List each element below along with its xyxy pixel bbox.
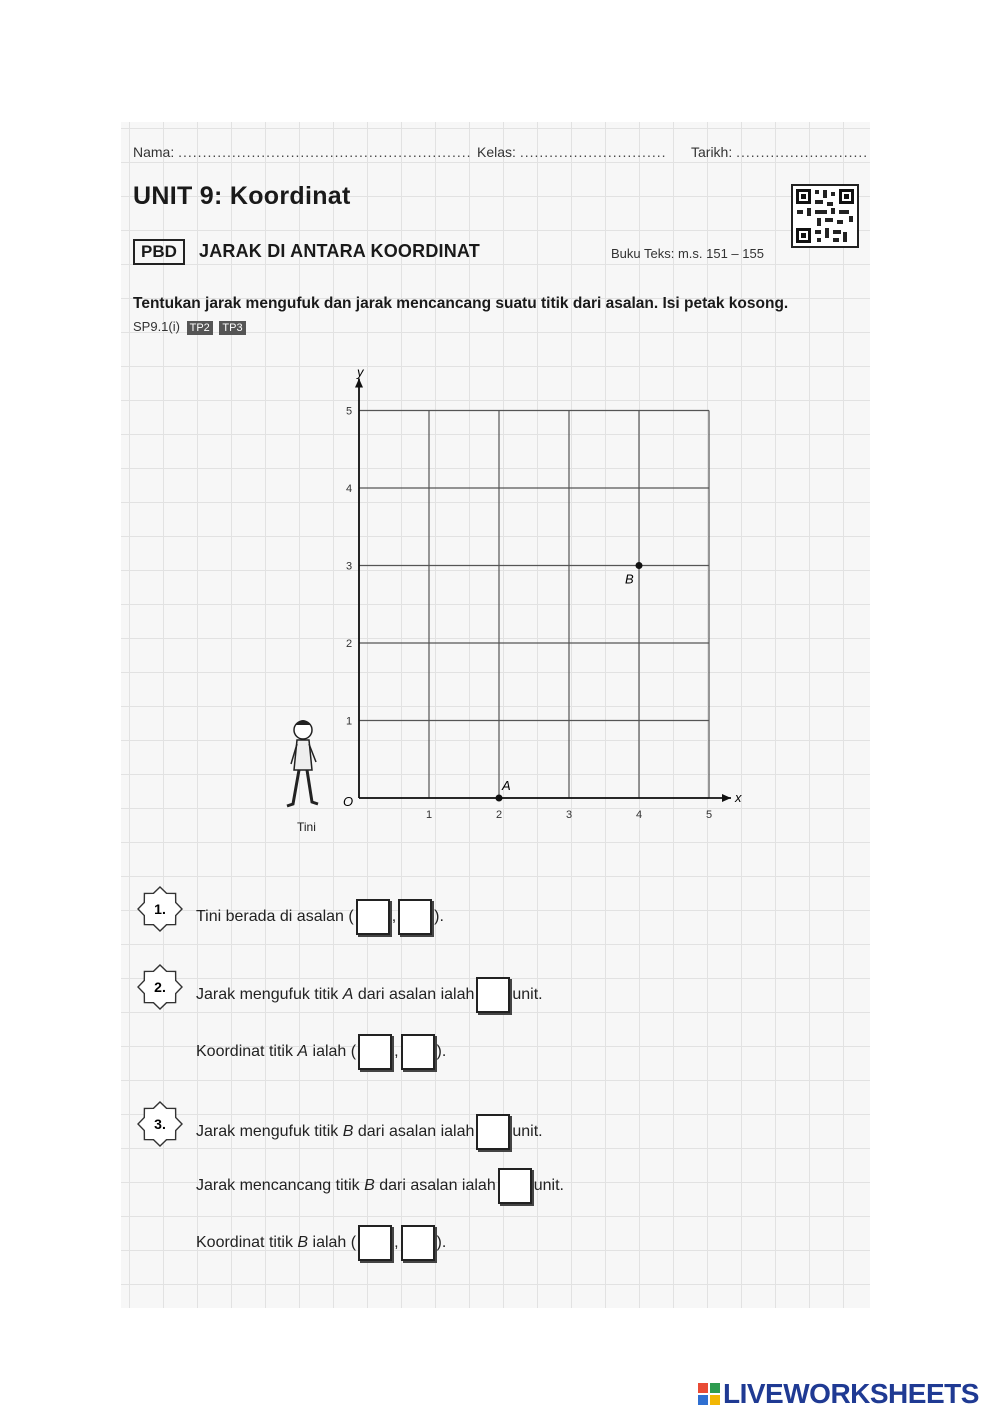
name-blank: ............................................................ <box>178 144 472 160</box>
question-line <box>196 1168 564 1204</box>
unit-label: unit. <box>512 1123 543 1141</box>
point-a <box>496 795 503 802</box>
question-text: ). <box>436 1234 447 1252</box>
x-tick-label: 5 <box>705 809 713 821</box>
answer-box[interactable] <box>358 1225 392 1261</box>
unit-label: unit. <box>533 1177 564 1195</box>
comma: , <box>394 1043 399 1061</box>
answer-box[interactable] <box>356 899 390 935</box>
y-tick-label: 1 <box>345 715 353 728</box>
subtopic-title: JARAK DI ANTARA KOORDINAT <box>199 241 480 261</box>
answer-box[interactable] <box>476 977 510 1013</box>
origin-label: O <box>343 794 354 809</box>
x-tick-label: 2 <box>495 809 503 821</box>
question-number-badge <box>137 1101 183 1147</box>
answer-box[interactable] <box>498 1168 532 1204</box>
question-text: ialah ( <box>308 1043 357 1061</box>
unit-title: UNIT 9: Koordinat <box>133 182 351 210</box>
y-tick-label: 3 <box>345 560 353 573</box>
y-tick-label: 2 <box>345 638 353 650</box>
question-text: ialah ( <box>308 1234 357 1252</box>
question-line <box>196 1225 446 1261</box>
date-label: Tarikh: <box>691 144 733 160</box>
question-line <box>196 899 444 935</box>
y-axis-arrow-icon <box>355 379 363 388</box>
figure-caption: Tini <box>297 820 316 834</box>
question-text: Koordinat titik <box>196 1234 298 1252</box>
tp-badge: TP3 <box>219 321 245 335</box>
question-text: dari asalan ialah <box>353 986 475 1004</box>
unit-label: unit. <box>512 986 543 1004</box>
answer-box[interactable] <box>476 1114 510 1150</box>
question-text: Jarak mencancang titik <box>196 1177 365 1195</box>
comma: , <box>394 1234 399 1252</box>
answer-box[interactable] <box>401 1225 435 1261</box>
sp-code-label: SP9.1(i) <box>133 319 180 334</box>
point-name: B <box>364 1177 375 1195</box>
brand-name: LIVEWORKSHEETS <box>723 1378 979 1409</box>
coordinate-chart <box>121 122 870 862</box>
y-axis-label: y <box>357 364 364 380</box>
class-blank: .............................. <box>519 144 667 160</box>
answer-box[interactable] <box>398 899 432 935</box>
x-tick-label: 3 <box>565 809 573 821</box>
question-text: ). <box>434 908 444 926</box>
question-number: 3. <box>154 1116 166 1132</box>
question-number: 1. <box>154 901 166 917</box>
x-axis-arrow-icon <box>722 794 731 802</box>
point-label: B <box>625 571 634 587</box>
x-tick-label: 1 <box>425 809 433 821</box>
y-tick-label: 4 <box>345 483 353 495</box>
x-axis-label: x <box>735 790 742 805</box>
date-blank: ........................... <box>736 144 869 160</box>
point-name: A <box>342 986 354 1004</box>
tp-badge: TP2 <box>187 321 213 335</box>
point-name: A <box>297 1043 309 1061</box>
question-text: Tini berada di asalan ( <box>196 908 354 926</box>
textbook-reference: Buku Teks: m.s. 151 – 155 <box>611 246 764 261</box>
tini-figure-icon <box>287 720 318 806</box>
question-text: dari asalan ialah <box>374 1177 496 1195</box>
answer-box[interactable] <box>401 1034 435 1070</box>
liveworksheets-logo-icon <box>698 1383 720 1405</box>
question-line <box>196 1114 543 1150</box>
question-number-badge <box>137 886 183 932</box>
worksheet-page <box>121 122 870 1308</box>
question-number: 2. <box>154 979 166 995</box>
pbd-badge: PBD <box>133 239 185 265</box>
y-tick-label: 5 <box>345 405 353 418</box>
x-tick-label: 4 <box>635 809 643 821</box>
answer-box[interactable] <box>358 1034 392 1070</box>
point-name: B <box>342 1123 354 1141</box>
point-label: A <box>502 778 511 793</box>
question-text: Jarak mengufuk titik <box>196 986 343 1004</box>
instruction-text: Tentukan jarak mengufuk dan jarak mencancang suatu titik dari asalan. Isi petak kosong. <box>133 295 789 312</box>
question-text: Jarak mengufuk titik <box>196 1123 343 1141</box>
question-line <box>196 1034 446 1070</box>
point-name: B <box>297 1234 309 1252</box>
question-text: Koordinat titik <box>196 1043 298 1061</box>
question-line <box>196 977 543 1013</box>
question-text: dari asalan ialah <box>353 1123 475 1141</box>
liveworksheets-logo <box>698 1378 979 1410</box>
question-text: ). <box>436 1043 447 1061</box>
comma: , <box>391 908 397 926</box>
name-label: Nama: <box>133 144 175 160</box>
point-b <box>636 562 643 569</box>
question-number-badge <box>137 964 183 1010</box>
class-label: Kelas: <box>477 144 516 160</box>
